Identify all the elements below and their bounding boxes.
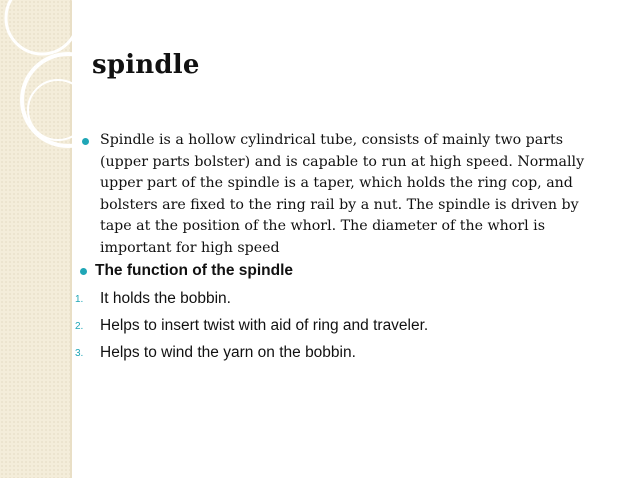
list-item-text: Helps to wind the yarn on the bobbin. <box>100 344 356 361</box>
list-number: 1. <box>75 294 84 305</box>
body-paragraph: Spindle is a hollow cylindrical tube, consists of mainly two parts (upper parts bolster) and is capable to run at high speed. Normally upper part of the spindle is a taper, which holds the ring cop, and bolsters are fixed to the ring rail by a nut. The spindle is driven by tape at the position of the whorl. The diameter of the whorl is important for high speed <box>100 132 585 256</box>
bullet-dot-icon <box>80 268 87 275</box>
slide-title: spindle <box>92 50 200 80</box>
list-number: 3. <box>75 348 84 359</box>
list-number: 2. <box>75 321 84 332</box>
bullet-dot-icon <box>82 138 89 145</box>
list-item-text: It holds the bobbin. <box>100 290 231 307</box>
list-item-text: Helps to insert twist with aid of ring and traveler. <box>100 317 429 334</box>
subheading: The function of the spindle <box>95 262 294 279</box>
